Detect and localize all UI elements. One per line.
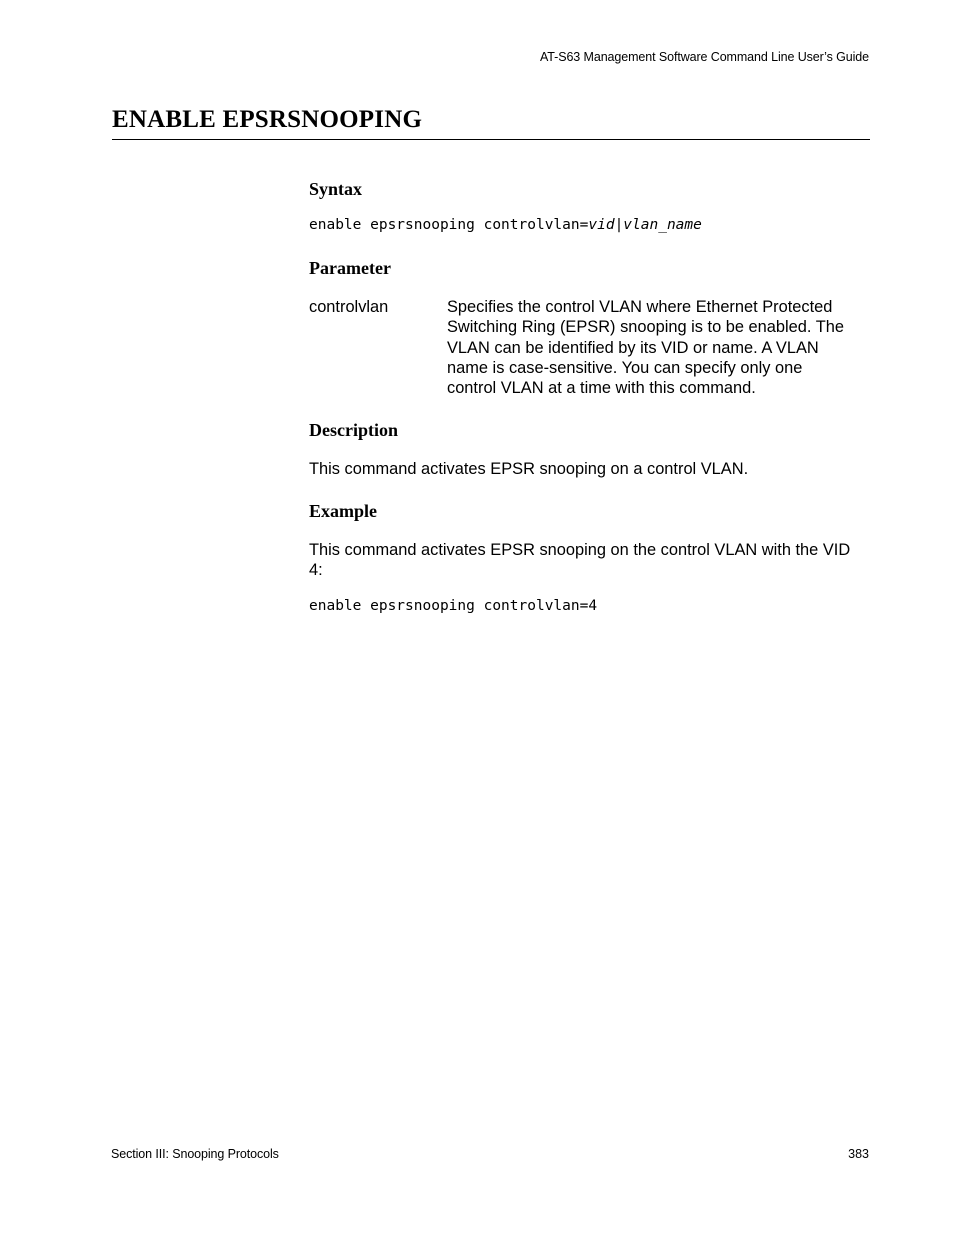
page-title: ENABLE EPSRSNOOPING [112,106,423,133]
title-divider [112,139,870,140]
parameter-name: controlvlan [309,298,389,316]
description-heading: Description [309,420,398,440]
example-heading: Example [309,501,378,521]
example-text [309,540,871,581]
syntax-command-text: enable epsrsnooping controlvlan= [309,217,589,233]
footer-section: Section III: Snooping Protocols [111,1147,279,1161]
syntax-command [309,217,702,233]
page-number: 383 [848,1147,869,1161]
syntax-separator: | [614,217,624,233]
parameter-description-line: Switching Ring (EPSR) snooping is to be enabled. The [447,318,844,337]
parameter-description-line: control VLAN at a time with this command. [447,379,756,398]
parameter-description-line: name is case-sensitive. You can specify only one [447,358,803,377]
parameter-description-line: Specifies the control VLAN where Ethernet Protected [447,298,833,316]
syntax-heading: Syntax [309,179,363,199]
syntax-arg-vid: vid [588,217,615,233]
example-text-line: 4: [309,561,323,580]
running-header: AT-S63 Management Software Command Line User’s Guide [540,50,869,64]
parameter-description [447,297,872,398]
syntax-arg-vlan-name: vlan_name [623,217,702,233]
description-text: This command activates EPSR snooping on a control VLAN. [309,460,749,478]
example-command: enable epsrsnooping controlvlan=4 [309,598,598,614]
example-text-line: This command activates EPSR snooping on the control VLAN with the VID [309,541,851,559]
parameter-heading: Parameter [309,258,391,278]
parameter-description-line: VLAN can be identified by its VID or name. A VLAN [447,338,819,357]
